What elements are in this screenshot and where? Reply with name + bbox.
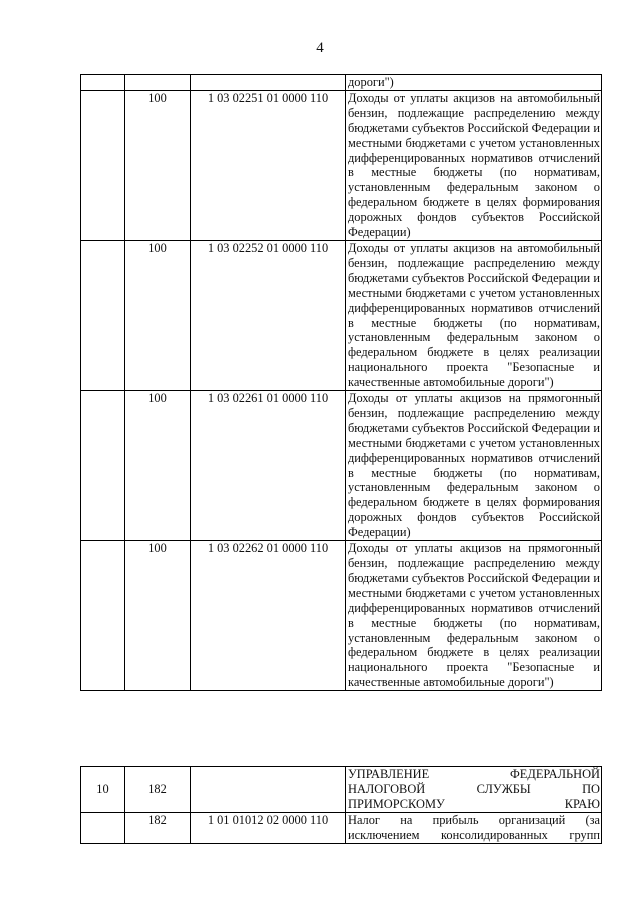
admin-code-cell: 100 bbox=[125, 240, 191, 390]
table-row bbox=[81, 541, 602, 691]
budget-code-cell bbox=[191, 767, 346, 813]
budget-code-cell: 1 03 02251 01 0000 110 bbox=[191, 90, 346, 240]
row-number-cell bbox=[81, 541, 125, 691]
description-cell: Доходы от уплаты акцизов на прямогонный бензин, подлежащие распределению между бюджетами субъектов Российской Федерации и местными бюджетами с учетом установленных дифференцированных нормативов отчислений в местные бюджеты (по нормативам, установленным федеральным законом о федеральном бюджете в целях формирования дорожных фондов субъектов Российской Федерации) bbox=[346, 391, 602, 541]
table-row bbox=[81, 767, 602, 813]
budget-code-cell: 1 03 02252 01 0000 110 bbox=[191, 240, 346, 390]
page-number: 4 bbox=[316, 40, 324, 56]
description-cell: Доходы от уплаты акцизов на автомобильный бензин, подлежащие распределению между бюджетами субъектов Российской Федерации и местными бюджетами с учетом установленных дифференцированных нормативов отчислений в местные бюджеты (по нормативам, установленным федеральным законом о федеральном бюджете в целях формирования дорожных фондов субъектов Российской Федерации) bbox=[346, 90, 602, 240]
admin-code-cell: 100 bbox=[125, 391, 191, 541]
description-cell: Доходы от уплаты акцизов на автомобильный бензин, подлежащие распределению между бюджетами субъектов Российской Федерации и местными бюджетами с учетом установленных дифференцированных нормативов отчислений в местные бюджеты (по нормативам, установленным федеральным законом о федеральном бюджете в целях реализации национального проекта "Безопасные и качественные автомобильные дороги") bbox=[346, 240, 602, 390]
budget-code-cell: 1 03 02262 01 0000 110 bbox=[191, 541, 346, 691]
description-cell: Налог на прибыль организаций (за исключением консолидированных групп bbox=[346, 812, 602, 843]
revenue-table-continued bbox=[80, 74, 602, 691]
administrator-name-cell: УПРАВЛЕНИЕ ФЕДЕРАЛЬНОЙ НАЛОГОВОЙ СЛУЖБЫ ПО ПРИМОРСКОМУ КРАЮ bbox=[346, 767, 602, 813]
budget-code-cell: 1 01 01012 02 0000 110 bbox=[191, 812, 346, 843]
table-row bbox=[81, 391, 602, 541]
row-number-cell bbox=[81, 391, 125, 541]
row-number-cell bbox=[81, 90, 125, 240]
revenue-table-fns bbox=[80, 766, 602, 844]
admin-code-cell: 182 bbox=[125, 767, 191, 813]
table-row bbox=[81, 812, 602, 843]
row-number-cell bbox=[81, 812, 125, 843]
description-cell: дороги") bbox=[346, 75, 602, 91]
row-number-cell: 10 bbox=[81, 767, 125, 813]
admin-code-cell: 182 bbox=[125, 812, 191, 843]
description-cell: Доходы от уплаты акцизов на прямогонный бензин, подлежащие распределению между бюджетами субъектов Российской Федерации и местными бюджетами с учетом установленных дифференцированных нормативов отчислений в местные бюджеты (по нормативам, установленным федеральным законом о федеральном бюджете в целях реализации национального проекта "Безопасные и качественные автомобильные дороги") bbox=[346, 541, 602, 691]
row-number-cell bbox=[81, 75, 125, 91]
table-row bbox=[81, 75, 602, 91]
budget-code-cell: 1 03 02261 01 0000 110 bbox=[191, 391, 346, 541]
admin-code-cell: 100 bbox=[125, 541, 191, 691]
row-number-cell bbox=[81, 240, 125, 390]
table-row bbox=[81, 90, 602, 240]
admin-code-cell: 100 bbox=[125, 90, 191, 240]
budget-code-cell bbox=[191, 75, 346, 91]
admin-code-cell bbox=[125, 75, 191, 91]
table-row bbox=[81, 240, 602, 390]
